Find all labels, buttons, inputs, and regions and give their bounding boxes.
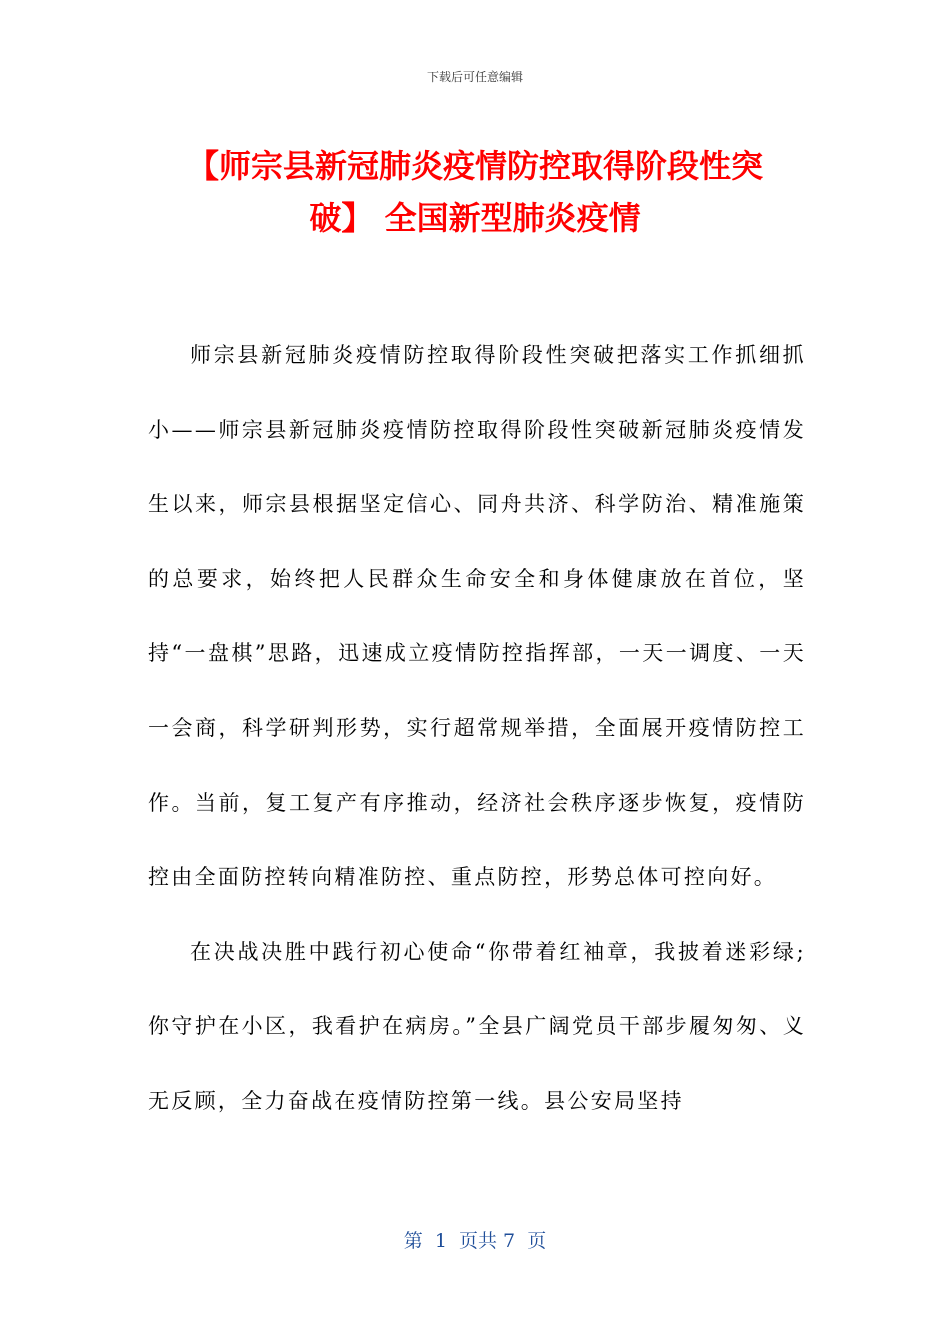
document-title bbox=[130, 140, 820, 244]
page-number: 第 1 页共 7 页 bbox=[403, 1230, 547, 1252]
header-note: 下载后可任意编辑 bbox=[426, 70, 523, 84]
title-line-2: 破】 全国新型肺炎疫情 bbox=[309, 199, 641, 237]
paragraph-1: 师宗县新冠肺炎疫情防控取得阶段性突破把落实工作抓细抓小——师宗县新冠肺炎疫情防控取得阶段性突破新冠肺炎疫情发生以来，师宗县根据坚定信心、同舟共济、科学防治、精准施策的总要求，始终把人民群众生命安全和身体健康放在首位，坚持“一盘棋”思路，迅速成立疫情防控指挥部，一天一调度、一天一会商，科学研判形势，实行超常规举措，全面展开疫情防控工作。当前，复工复产有序推动，经济社会秩序逐步恢复，疫情防控由全面防控转向精准防控、重点防控，形势总体可控向好。 bbox=[148, 343, 806, 890]
title-line-1: 【师宗县新冠肺炎疫情防控取得阶段性突 bbox=[186, 147, 763, 185]
document-body bbox=[148, 318, 806, 1139]
paragraph-2: 在决战决胜中践行初心使命“你带着红袖章，我披着迷彩绿;你守护在小区，我看护在病房。”全县广阔党员干部步履匆匆、义无反顾，全力奋战在疫情防控第一线。县公安局坚持 bbox=[148, 939, 806, 1113]
